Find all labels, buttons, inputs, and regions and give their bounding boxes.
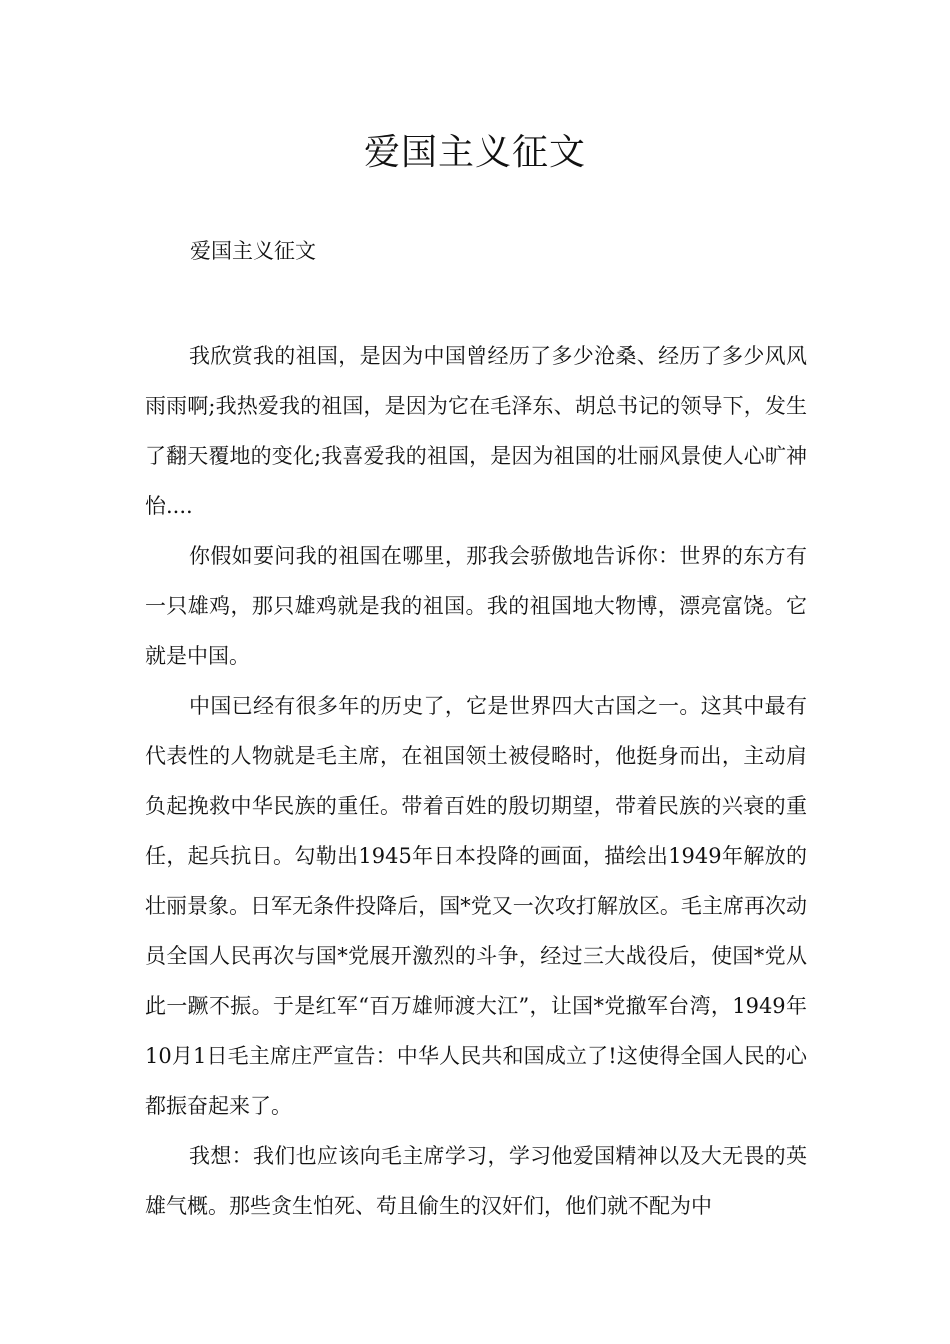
document-title: 爱国主义征文 xyxy=(363,132,586,173)
paragraph-4: 我想：我们也应该向毛主席学习，学习他爱国精神以及大无畏的英雄气概。那些贪生怕死、苟且偷生的汉奸们，他们就不配为中 xyxy=(145,1144,807,1218)
paragraph-1: 我欣赏我的祖国，是因为中国曾经历了多少沧桑、经历了多少风风雨雨啊;我热爱我的祖国，是因为它在毛泽东、胡总书记的领导下，发生了翻天覆地的变化;我喜爱我的祖国，是因为祖国的壮丽风景使人心旷神怡.... xyxy=(145,344,807,518)
paragraph-2: 你假如要问我的祖国在哪里，那我会骄傲地告诉你：世界的东方有一只雄鸡，那只雄鸡就是我的祖国。我的祖国地大物博，漂亮富饶。它就是中国。 xyxy=(145,544,807,668)
document-subtitle: 爱国主义征文 xyxy=(190,239,316,263)
paragraph-3: 中国已经有很多年的历史了，它是世界四大古国之一。这其中最有代表性的人物就是毛主席，在祖国领土被侵略时，他挺身而出，主动肩负起挽救中华民族的重任。带着百姓的殷切期望，带着民族的兴衰的重任，起兵抗日。勾勒出1945年日本投降的画面，描绘出1949年解放的壮丽景象。日军无条件投降后，国*党又一次攻打解放区。毛主席再次动员全国人民再次与国*党展开激烈的斗争，经过三大战役后，使国*党从此一蹶不振。于是红军“百万雄师渡大江”，让国*党撤军台湾，1949年10月1日毛主席庄严宣告：中华人民共和国成立了!这使得全国人民的心都振奋起来了。 xyxy=(145,694,807,1118)
document-body xyxy=(145,331,807,1231)
